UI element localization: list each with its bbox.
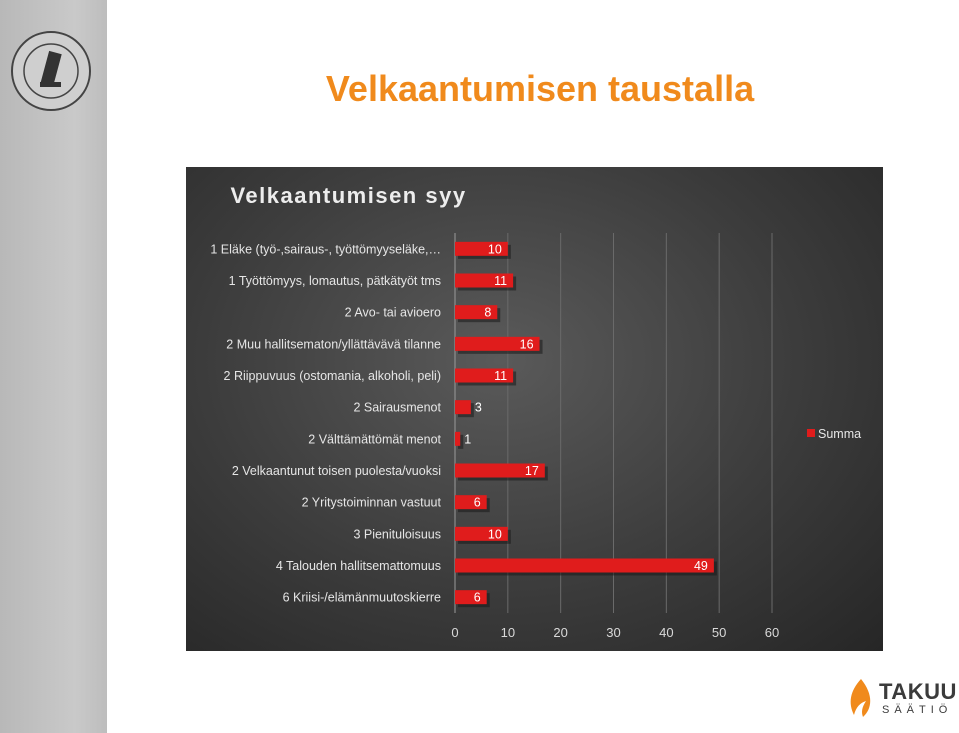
data-label: 49 (693, 559, 708, 573)
x-tick-label: 20 (553, 625, 568, 640)
category-label: 2 Riippuvuus (ostomania, alkoholi, peli) (223, 369, 441, 383)
category-label: 2 Yritystoiminnan vastuut (301, 495, 441, 510)
category-label: 1 Eläke (työ-,sairaus-, työttömyyseläke,… (210, 242, 441, 257)
category-label: 2 Sairausmenot (353, 400, 441, 415)
data-label: 1 (464, 432, 472, 447)
legend-label: Summa (818, 427, 862, 441)
bar (455, 400, 471, 414)
chart-title: Velkaantumisen syy (230, 183, 467, 208)
x-tick-label: 30 (606, 625, 621, 640)
x-tick-label: 60 (764, 625, 780, 640)
brand-name: TAKUU (879, 679, 957, 704)
x-tick-label: 50 (711, 625, 727, 640)
data-label: 11 (494, 274, 508, 288)
legend-swatch (807, 429, 815, 437)
data-label: 10 (487, 242, 502, 257)
data-label: 3 (474, 400, 482, 415)
x-tick-label: 40 (659, 625, 674, 640)
data-label: 8 (484, 305, 492, 320)
data-label: 11 (494, 369, 508, 383)
brand-subtitle: SÄÄTIÖ (882, 704, 953, 716)
x-tick-label: 10 (500, 625, 516, 640)
flame-icon (846, 677, 876, 719)
bar (455, 495, 487, 509)
data-label: 17 (524, 464, 539, 478)
bar (455, 559, 714, 573)
category-label: 1 Työttömyys, lomautus, pätkätyöt tms (228, 274, 441, 288)
seal-logo (10, 30, 92, 112)
bar (455, 432, 460, 446)
takuu-logo (846, 677, 956, 721)
slide-title: Velkaantumisen taustalla (325, 68, 755, 109)
category-label: 2 Välttämättömät menot (308, 432, 441, 447)
data-label: 6 (473, 590, 481, 605)
category-label: 2 Muu hallitsematon/yllättävävä tilanne (226, 337, 441, 352)
bar (455, 590, 487, 604)
data-label: 6 (473, 495, 481, 510)
category-label: 2 Velkaantunut toisen puolesta/vuoksi (231, 464, 441, 478)
category-label: 2 Avo- tai avioero (344, 305, 441, 320)
data-label: 10 (487, 527, 502, 542)
x-tick-label: 0 (451, 625, 459, 640)
data-label: 16 (519, 337, 534, 352)
category-label: 4 Talouden hallitsemattomuus (275, 559, 441, 573)
bar-chart (186, 167, 883, 651)
category-label: 3 Pienituloisuus (353, 527, 441, 542)
category-label: 6 Kriisi-/elämänmuutoskierre (282, 590, 441, 605)
chart-panel (186, 167, 883, 651)
